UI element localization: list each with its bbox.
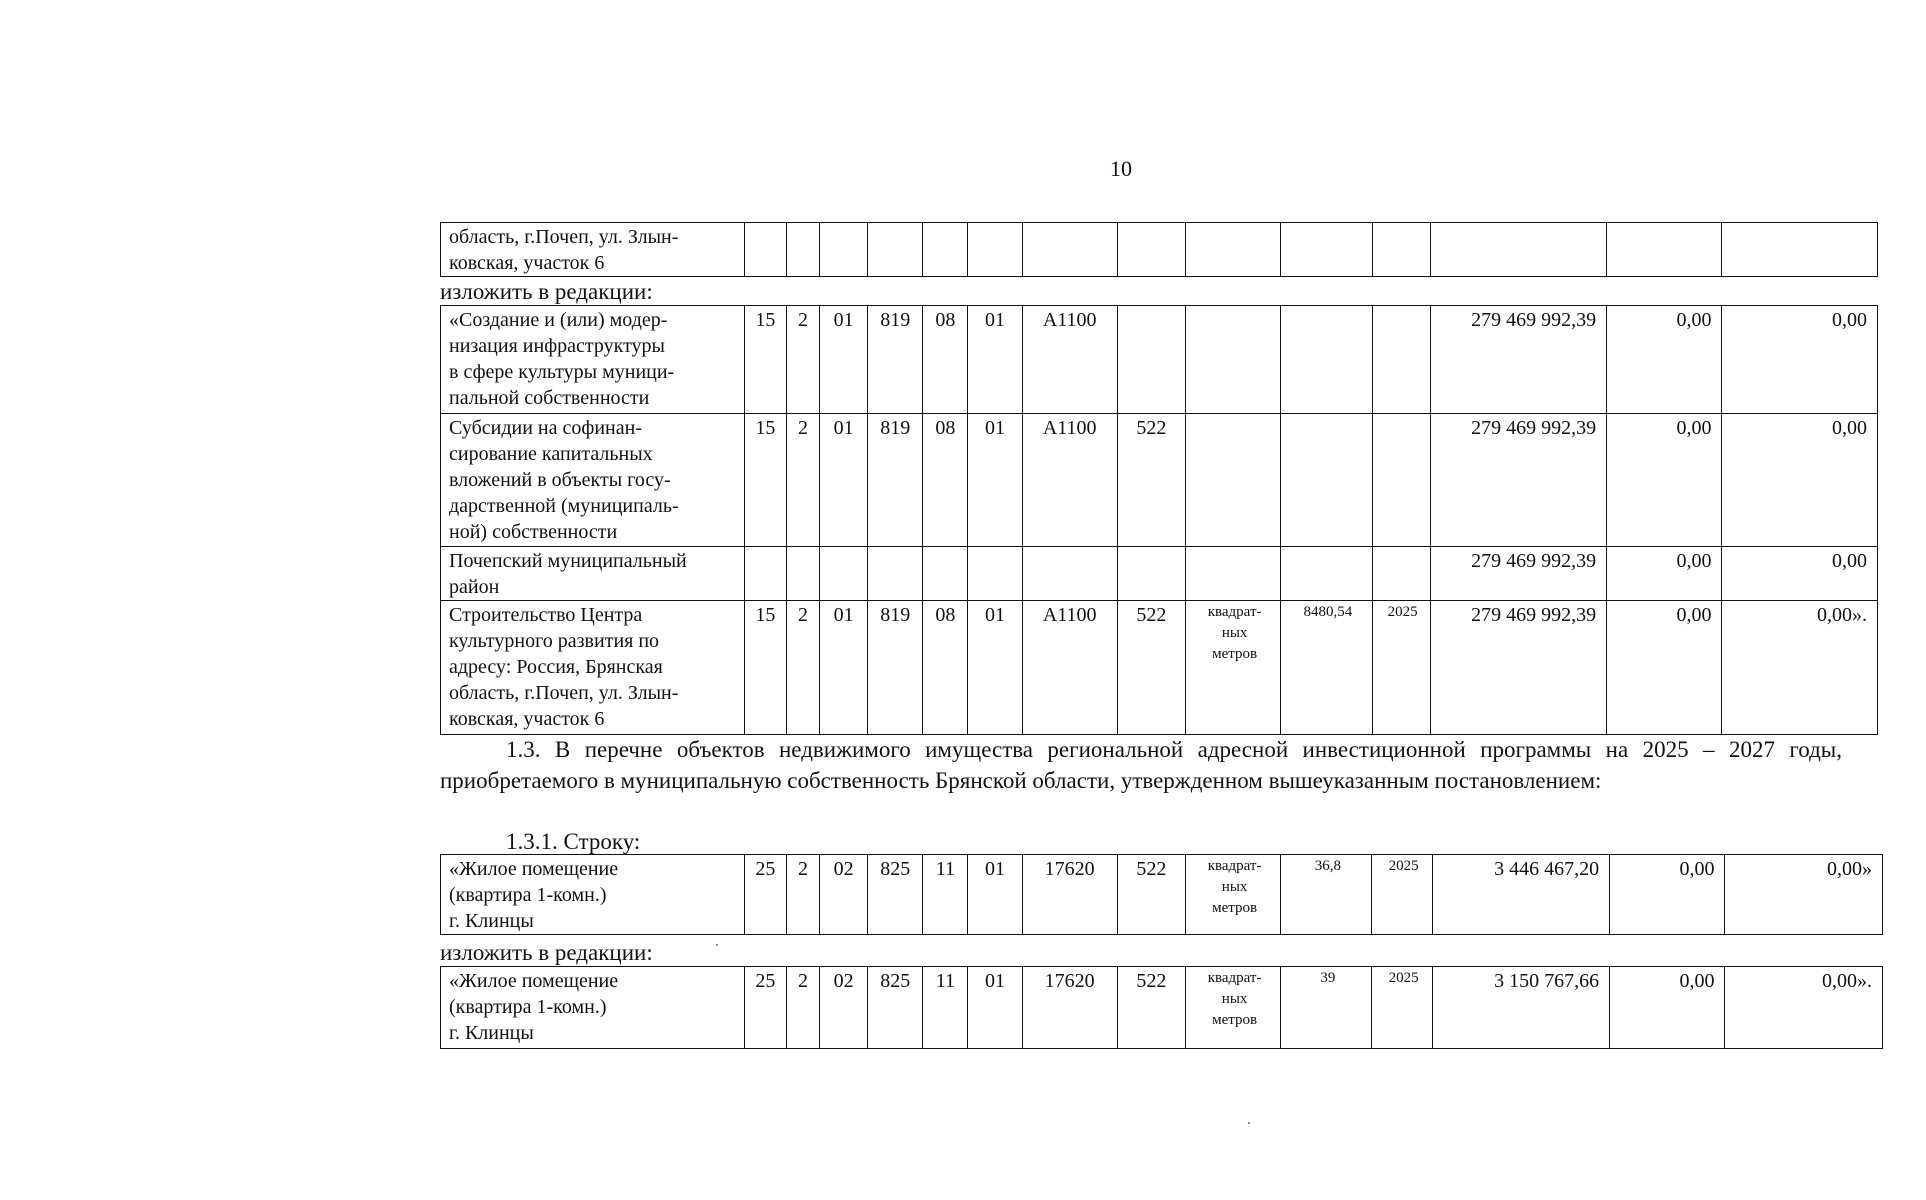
table-cell	[1281, 306, 1372, 414]
table-cell: 279 469 992,39	[1430, 414, 1606, 547]
table-cell: квадрат- ных метров	[1186, 601, 1281, 735]
table-cell: 08	[923, 306, 968, 414]
table-cell: 522	[1117, 855, 1185, 935]
table-cell: 01	[968, 601, 1022, 735]
table-cell	[923, 223, 968, 277]
cell-description: «Жилое помещение (квартира 1-комн.) г. Клинцы	[441, 967, 745, 1049]
table-row	[441, 223, 1878, 277]
table-cell: 2	[786, 306, 819, 414]
table-cell: 08	[923, 414, 968, 547]
table-cell	[868, 547, 923, 601]
table-cell: 0,00	[1610, 967, 1725, 1049]
table-row	[441, 601, 1878, 735]
table-cell	[923, 547, 968, 601]
table-cell: 819	[868, 306, 923, 414]
page-number: 10	[1110, 156, 1132, 181]
table-cell: А1100	[1022, 306, 1117, 414]
table-cell	[1722, 223, 1878, 277]
table-cell: 01	[820, 414, 868, 547]
scan-speck	[1248, 1122, 1250, 1124]
table-cell	[968, 223, 1022, 277]
table-cell: 01	[968, 967, 1022, 1049]
cell-description: Почепский муниципальный район	[441, 547, 745, 601]
intro-label: изложить в редакции:	[440, 940, 653, 965]
table-cell: 825	[868, 855, 923, 935]
table-cell: 02	[820, 967, 868, 1049]
table-main	[440, 305, 1878, 735]
table-cell	[786, 547, 819, 601]
table-cell	[820, 547, 868, 601]
table-cell: 2025	[1372, 601, 1430, 735]
table-cell: 522	[1117, 601, 1185, 735]
table-cell	[1372, 414, 1430, 547]
table-cell: 15	[744, 601, 786, 735]
table-cell: 01	[968, 306, 1022, 414]
table-row	[441, 855, 1883, 935]
table-cell: 0,00	[1607, 601, 1722, 735]
table-cell	[1117, 306, 1185, 414]
table-cell: 0,00».	[1725, 967, 1883, 1049]
table-cell: 25	[744, 967, 786, 1049]
table-cell: 3 446 467,20	[1432, 855, 1609, 935]
table-cell	[1281, 414, 1372, 547]
table-cell: 0,00»	[1725, 855, 1883, 935]
table-cell: 01	[820, 306, 868, 414]
table-cell: 522	[1117, 414, 1185, 547]
scan-speck	[716, 944, 718, 946]
table-top-fragment	[440, 222, 1878, 277]
table-cell	[1372, 306, 1430, 414]
table-cell	[868, 223, 923, 277]
table-cell: 819	[868, 414, 923, 547]
table-cell: 17620	[1022, 967, 1117, 1049]
table-cell	[744, 223, 786, 277]
cell-description: «Жилое помещение (квартира 1-комн.) г. Клинцы	[441, 855, 745, 935]
table-cell	[1022, 223, 1117, 277]
table-row	[441, 414, 1878, 547]
cell-description: «Создание и (или) модер- низация инфраструктуры в сфере культуры муници- пальной собственности	[441, 306, 745, 414]
cell-description: область, г.Почеп, ул. Злын- ковская, участок 6	[441, 223, 745, 277]
paragraph-1-3: 1.3. В перечне объектов недвижимого имущества региональной адресной инвестиционной программы на 2025 – 2027 годы, приобретаемого в муниципальную собственность Брянской области, утвержденном вышеуказанным постановлением:	[440, 737, 1842, 793]
table-cell: 2	[786, 855, 819, 935]
table-cell	[786, 223, 819, 277]
table-cell: 02	[820, 855, 868, 935]
table-cell	[1607, 223, 1722, 277]
table-cell: 279 469 992,39	[1430, 601, 1606, 735]
table-cell	[1186, 547, 1281, 601]
table-cell: 11	[923, 855, 968, 935]
table-cell: 01	[968, 855, 1022, 935]
intro-label: изложить в редакции:	[440, 279, 653, 304]
table-cell	[1186, 223, 1281, 277]
table-cell: А1100	[1022, 414, 1117, 547]
cell-description: Строительство Центра культурного развития по адресу: Россия, Брянская область, г.Почеп, ул. Злын- ковская, участок 6	[441, 601, 745, 735]
table-cell: 36,8	[1281, 855, 1372, 935]
table-cell: 25	[744, 855, 786, 935]
table-cell: 8480,54	[1281, 601, 1372, 735]
table-cell: 2	[786, 601, 819, 735]
table-cell: квадрат- ных метров	[1185, 967, 1280, 1049]
table-cell	[1117, 547, 1185, 601]
table-cell: 15	[744, 414, 786, 547]
table-cell: 01	[820, 601, 868, 735]
table-cell: 2	[786, 414, 819, 547]
table-cell: 279 469 992,39	[1430, 306, 1606, 414]
table-row	[441, 306, 1878, 414]
table-new-row	[440, 966, 1883, 1049]
table-cell: 0,00	[1607, 306, 1722, 414]
table-cell	[1022, 547, 1117, 601]
table-cell	[1372, 223, 1430, 277]
table-cell: 2	[786, 967, 819, 1049]
table-cell	[1186, 414, 1281, 547]
table-cell	[820, 223, 868, 277]
table-cell: 39	[1281, 967, 1372, 1049]
table-cell	[968, 547, 1022, 601]
table-cell	[1186, 306, 1281, 414]
table-cell: 15	[744, 306, 786, 414]
table-cell: 819	[868, 601, 923, 735]
table-cell	[744, 547, 786, 601]
table-cell: 2025	[1372, 967, 1432, 1049]
table-row	[441, 967, 1883, 1049]
table-cell: 0,00	[1607, 547, 1722, 601]
table-cell: 0,00	[1610, 855, 1725, 935]
table-cell: 3 150 767,66	[1432, 967, 1609, 1049]
table-cell	[1281, 547, 1372, 601]
table-cell: 0,00».	[1722, 601, 1878, 735]
subhead-1-3-1: 1.3.1. Строку:	[506, 829, 641, 854]
table-cell: 08	[923, 601, 968, 735]
cell-description: Субсидии на софинан- сирование капитальных вложений в объекты госу- дарственной (муниципаль- ной) собственности	[441, 414, 745, 547]
table-cell: 0,00	[1722, 306, 1878, 414]
table-cell: 0,00	[1607, 414, 1722, 547]
table-cell	[1430, 223, 1606, 277]
table-cell: А1100	[1022, 601, 1117, 735]
table-cell: 2025	[1372, 855, 1432, 935]
table-cell: 17620	[1022, 855, 1117, 935]
table-cell: 279 469 992,39	[1430, 547, 1606, 601]
table-old-row	[440, 854, 1883, 935]
table-cell	[1372, 547, 1430, 601]
table-cell: 11	[923, 967, 968, 1049]
table-cell: 0,00	[1722, 414, 1878, 547]
table-cell: 522	[1117, 967, 1185, 1049]
table-cell	[1281, 223, 1372, 277]
table-cell	[1117, 223, 1185, 277]
table-cell: 01	[968, 414, 1022, 547]
table-cell: 0,00	[1722, 547, 1878, 601]
table-row	[441, 547, 1878, 601]
table-cell: 825	[868, 967, 923, 1049]
table-cell: квадрат- ных метров	[1185, 855, 1280, 935]
